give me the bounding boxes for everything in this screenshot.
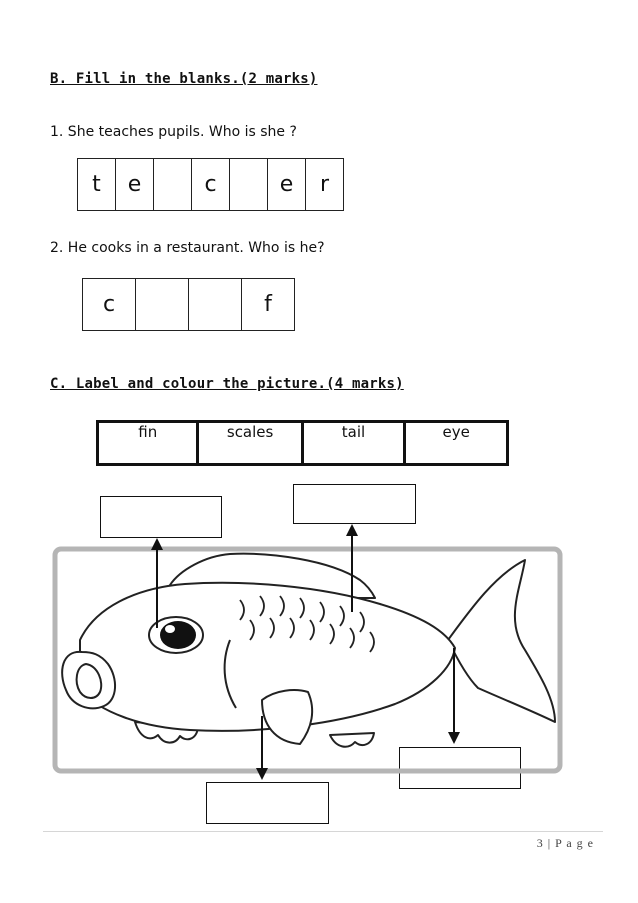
letter-cell[interactable]: c	[83, 279, 136, 331]
letter-cell[interactable]: e	[268, 159, 306, 211]
word-bank-item: eye	[405, 422, 508, 465]
page-number: 3	[536, 836, 544, 850]
letter-cell[interactable]: t	[78, 159, 116, 211]
fish-bottom-fin	[330, 733, 374, 747]
letter-cell[interactable]: r	[306, 159, 344, 211]
fish-tail	[448, 560, 555, 722]
question-1-text: 1. She teaches pupils. Who is she ?	[50, 124, 297, 140]
footer-divider	[43, 831, 603, 832]
letter-cell[interactable]: c	[192, 159, 230, 211]
word-bank-item: scales	[198, 422, 302, 465]
section-b-heading: B. Fill in the blanks.(2 marks)	[50, 71, 318, 87]
letter-cell[interactable]: e	[116, 159, 154, 211]
page-footer	[537, 836, 594, 851]
section-c-heading: C. Label and colour the picture.(4 marks)	[50, 376, 404, 392]
word-bank-item: tail	[302, 422, 405, 465]
word-bank-item: fin	[98, 422, 198, 465]
fish-pectoral-fin	[262, 690, 312, 744]
letter-cell[interactable]: f	[242, 279, 295, 331]
question-2-text: 2. He cooks in a restaurant. Who is he?	[50, 240, 325, 256]
page-label: | P a g e	[547, 836, 594, 850]
